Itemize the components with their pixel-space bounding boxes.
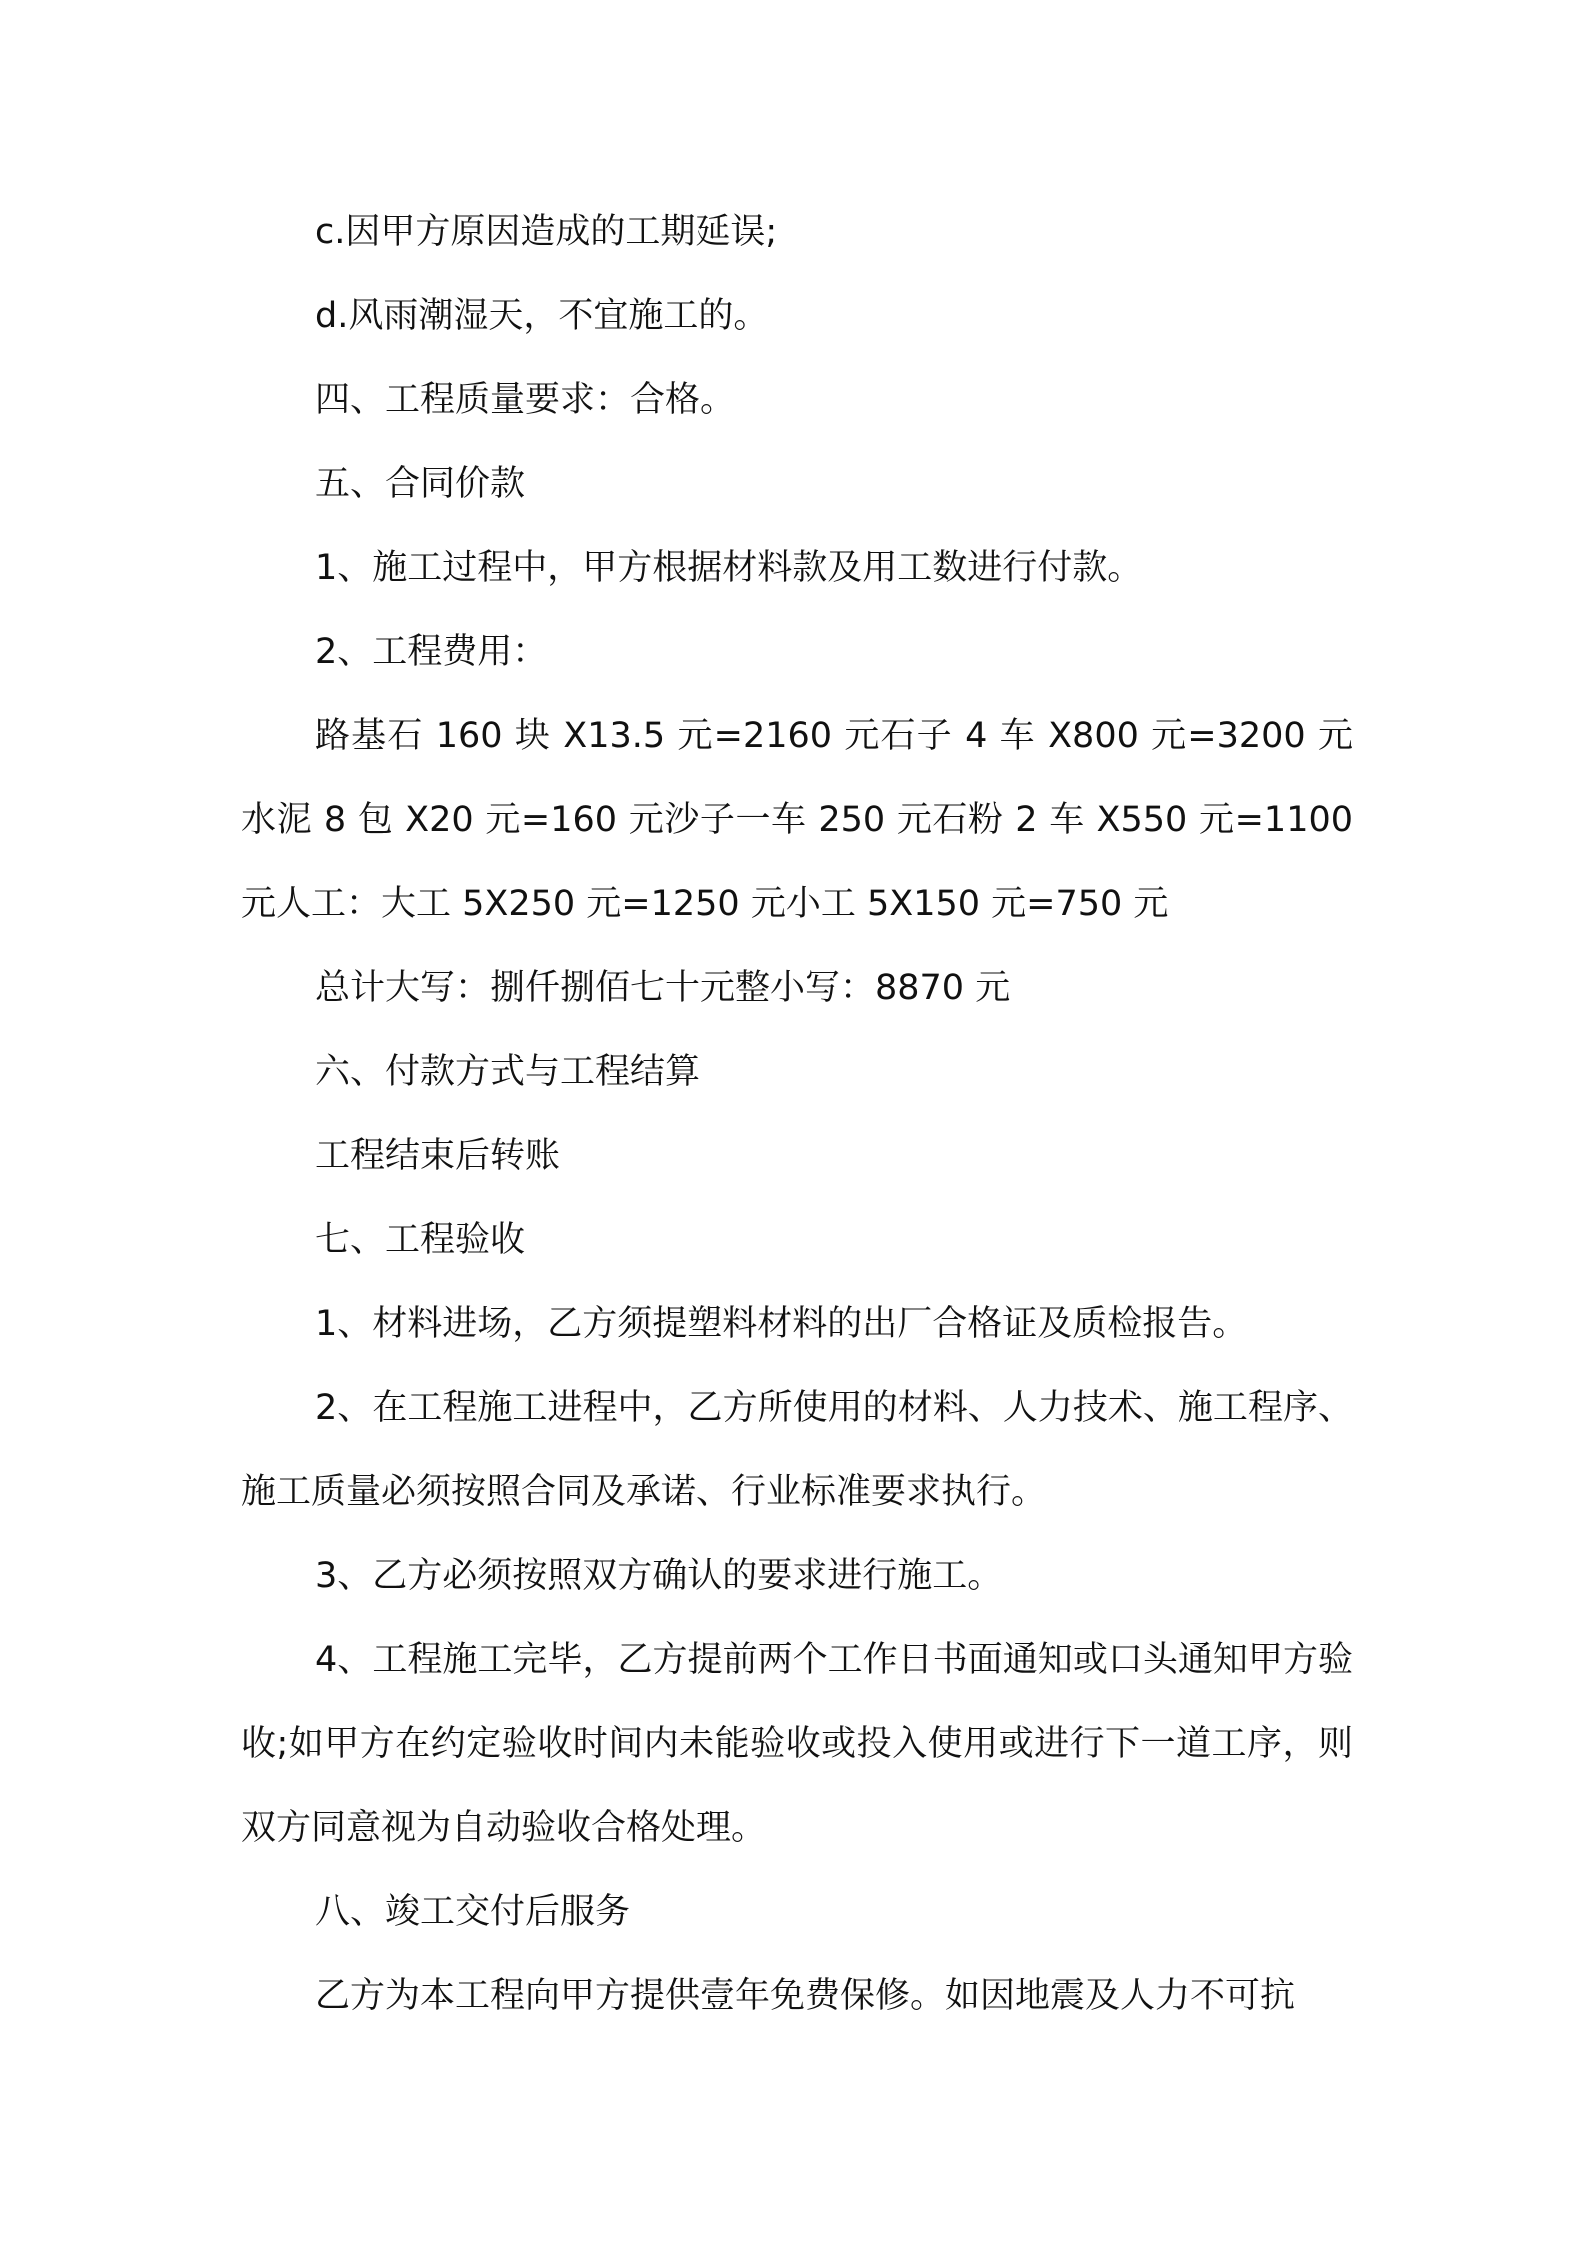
heading-payment-settlement: 六、付款方式与工程结算 <box>315 1052 701 1092</box>
paragraph-price-2: 2、工程费用： <box>315 632 548 672</box>
paragraph-acceptance-3: 3、乙方必须按照双方确认的要求进行施工。 <box>315 1556 1003 1596</box>
heading-quality-requirement: 四、工程质量要求：合格。 <box>315 380 736 420</box>
heading-acceptance: 七、工程验收 <box>315 1220 526 1260</box>
paragraph-delay-c: c.因甲方原因造成的工期延误; <box>315 212 778 252</box>
document-body <box>241 190 1353 2038</box>
paragraph-payment-transfer: 工程结束后转账 <box>315 1136 561 1176</box>
heading-after-service: 八、竣工交付后服务 <box>315 1892 631 1932</box>
heading-contract-price: 五、合同价款 <box>315 464 526 504</box>
paragraph-price-1: 1、施工过程中，甲方根据材料款及用工数进行付款。 <box>315 548 1143 588</box>
paragraph-acceptance-2: 2、在工程施工进程中，乙方所使用的材料、人力技术、施工程序、施工质量必须按照合同及承诺、行业标准要求执行。 <box>241 1388 1353 1512</box>
paragraph-acceptance-1: 1、材料进场，乙方须提塑料材料的出厂合格证及质检报告。 <box>315 1304 1248 1344</box>
paragraph-delay-d: d.风雨潮湿天，不宜施工的。 <box>315 296 769 336</box>
paragraph-cost-breakdown: 路基石 160 块 X13.5 元=2160 元石子 4 车 X800 元=3200 元水泥 8 包 X20 元=160 元沙子一车 250 元石粉 2 车 X550 元=1100 元人工：大工 5X250 元=1250 元小工 5X150 元=750 元 <box>241 716 1353 924</box>
paragraph-acceptance-4: 4、工程施工完毕，乙方提前两个工作日书面通知或口头通知甲方验收;如甲方在约定验收时间内未能验收或投入使用或进行下一道工序，则双方同意视为自动验收合格处理。 <box>241 1640 1353 1848</box>
paragraph-warranty: 乙方为本工程向甲方提供壹年免费保修。如因地震及人力不可抗 <box>315 1976 1296 2016</box>
paragraph-total: 总计大写：捌仟捌佰七十元整小写：8870 元 <box>315 968 1011 1008</box>
